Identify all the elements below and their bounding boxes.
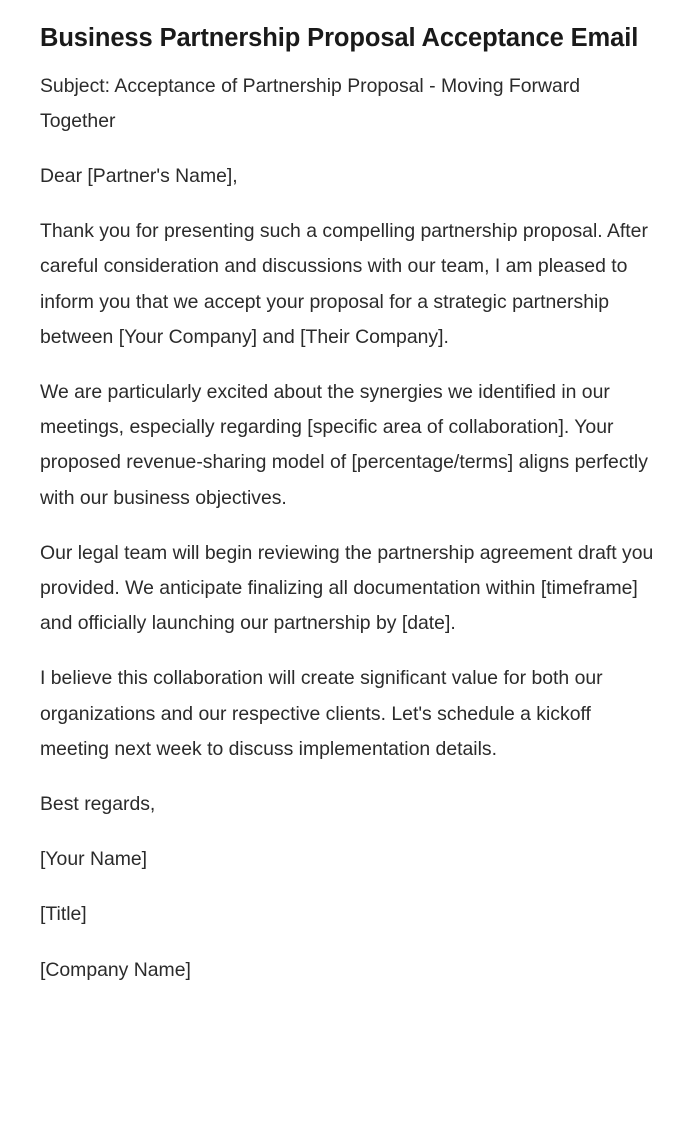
email-body-paragraph-4: I believe this collaboration will create significant value for both our organizations and our respective clients. Let's schedule a kickoff meeting next week to discuss implementation details.	[40, 667, 603, 760]
signature-company: [Company Name]	[40, 958, 191, 981]
email-subject-line: Subject: Acceptance of Partnership Proposal - Moving Forward Together	[40, 74, 580, 132]
email-body-paragraph-3: Our legal team will begin reviewing the partnership agreement draft you provided. We anticipate finalizing all documentation within [timeframe] and officially launching our partnership by [date].	[40, 541, 654, 635]
email-salutation: Dear [Partner's Name],	[40, 165, 238, 188]
email-closing: Best regards,	[40, 793, 156, 816]
email-body-paragraph-2: We are particularly excited about the synergies we identified in our meetings, especially regarding [specific area of collaboration]. Your proposed revenue-sharing model of [percentage/terms] aligns perfectly with our business objectives.	[40, 381, 648, 509]
signature-name: [Your Name]	[40, 848, 148, 871]
signature-title: [Title]	[40, 903, 87, 926]
page-title: Business Partnership Proposal Acceptance Email	[40, 24, 639, 52]
email-body-paragraph-1: Thank you for presenting such a compelling partnership proposal. After careful consideration and discussions with our team, I am pleased to inform you that we accept your proposal for a strategic partnership between [Your Company] and [Their Company].	[40, 220, 648, 348]
